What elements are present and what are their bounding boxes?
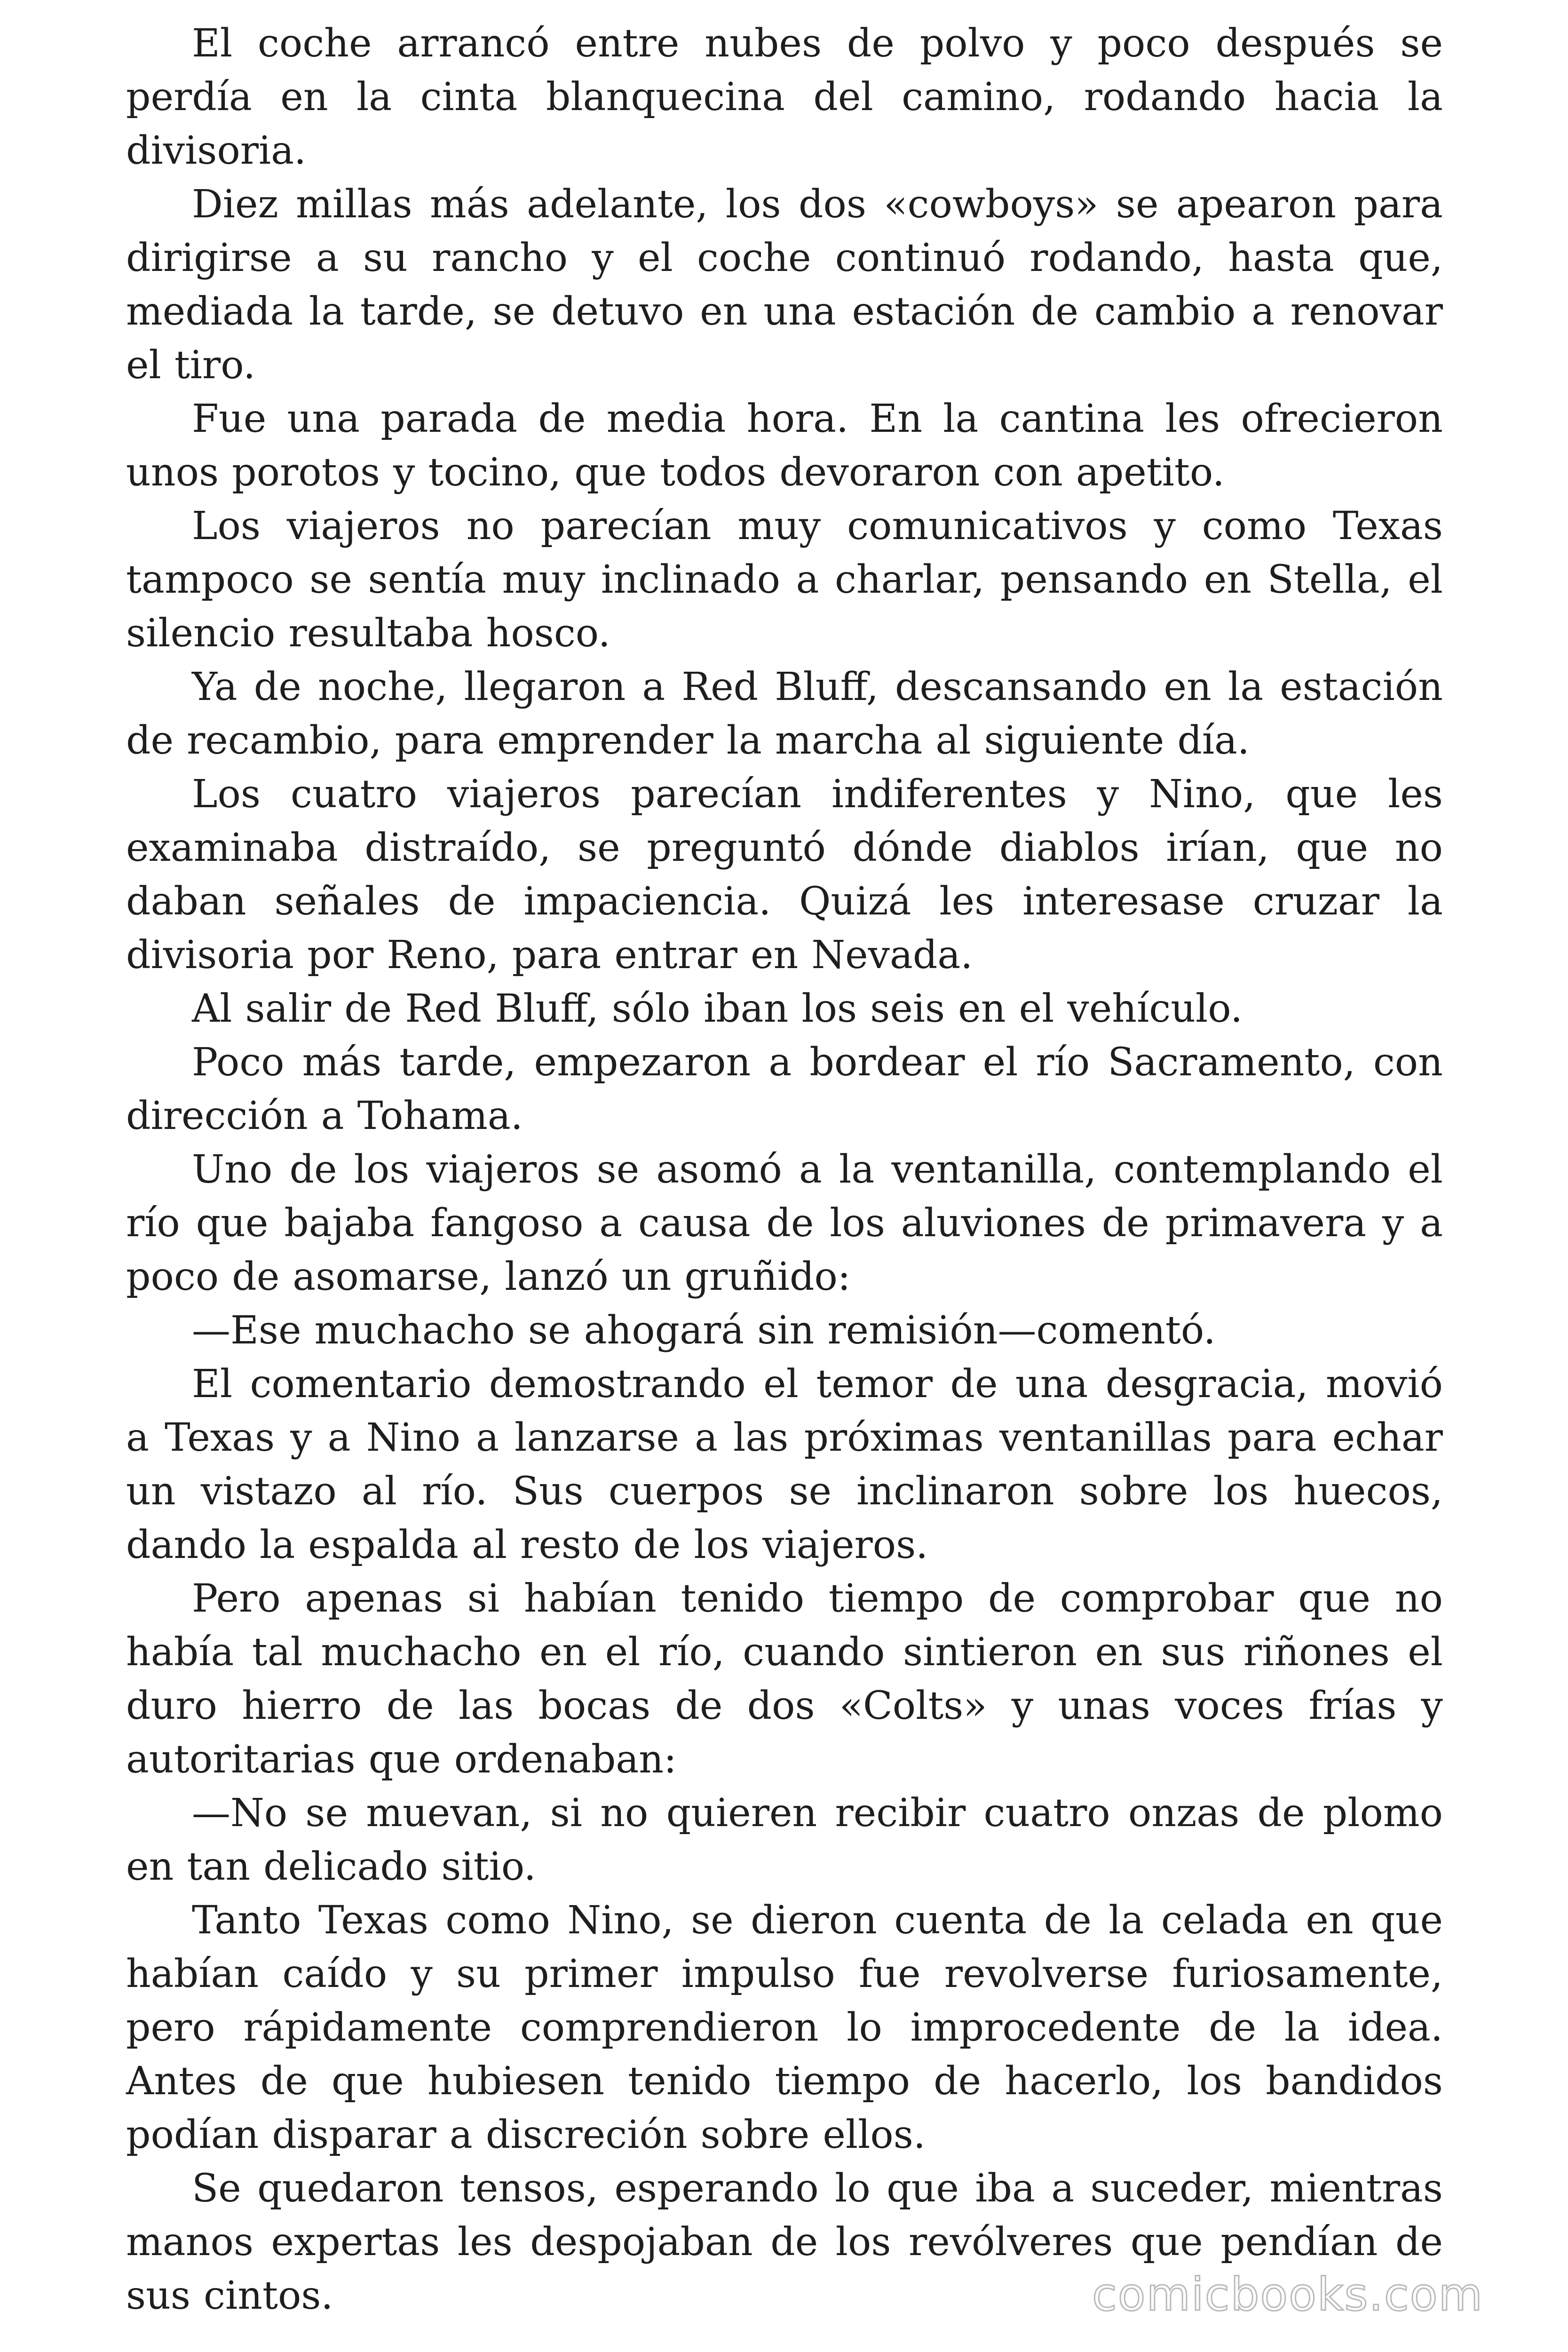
paragraph-11: El comentario demostrando el temor de una desgracia, movió a Texas y a Nino a lanzarse a las próximas ventanillas para echar un vistazo al río. Sus cuerpos se inclinaron sobre los huecos, dando la espalda al resto de los viajeros.: [126, 1362, 1443, 1567]
paragraph-5: Ya de noche, llegaron a Red Bluff, descansando en la estación de recambio, para emprender la marcha al siguiente día.: [126, 665, 1443, 763]
paragraph-4: Los viajeros no parecían muy comunicativos y como Texas tampoco se sentía muy inclinado a charlar, pensando en Stella, el silencio resultaba hosco.: [126, 504, 1443, 656]
paragraph-12: Pero apenas si habían tenido tiempo de comprobar que no había tal muchacho en el río, cuando sintieron en sus riñones el duro hierro de las bocas de dos «Colts» y unas voces frías y autoritarias que ordenaban:: [126, 1576, 1443, 1782]
paragraph-10: —Ese muchacho se ahogará sin remisión—comentó.: [192, 1308, 1216, 1353]
paragraph-9: Uno de los viajeros se asomó a la ventanilla, contemplando el río que bajaba fangoso a causa de los aluviones de primavera y a poco de asomarse, lanzó un gruñido:: [126, 1147, 1443, 1299]
paragraph-2: Diez millas más adelante, los dos «cowboys» se apearon para dirigirse a su rancho y el coche continuó rodando, hasta que, mediada la tarde, se detuvo en una estación de cambio a renovar el tiro.: [126, 182, 1443, 388]
paragraph-7: Al salir de Red Bluff, sólo iban los seis en el vehículo.: [192, 986, 1243, 1031]
paragraph-15: Se quedaron tensos, esperando lo que iba a suceder, mientras manos expertas les despojaban de los revólveres que pendían de sus cintos.: [126, 2166, 1443, 2318]
paragraph-3: Fue una parada de media hora. En la cantina les ofrecieron unos porotos y tocino, que todos devoraron con apetito.: [126, 397, 1443, 495]
paragraph-14: Tanto Texas como Nino, se dieron cuenta de la celada en que habían caído y su primer impulso fue revolverse furiosamente, pero rápidamente comprendieron lo improcedente de la idea. Antes de que hubiesen tenido tiempo de hacerlo, los bandidos podían disparar a discreción sobre ellos.: [126, 1898, 1443, 2157]
paragraph-8: Poco más tarde, empezaron a bordear el río Sacramento, con dirección a Tohama.: [126, 1040, 1443, 1138]
watermark: comicbooks.com: [1092, 2268, 1483, 2321]
paragraph-13: —No se muevan, si no quieren recibir cuatro onzas de plomo en tan delicado sitio.: [126, 1791, 1443, 1889]
paragraph-1: El coche arrancó entre nubes de polvo y poco después se perdía en la cinta blanquecina del camino, rodando hacia la divisoria.: [126, 21, 1443, 173]
paragraph-6: Los cuatro viajeros parecían indiferentes y Nino, que les examinaba distraído, se preguntó dónde diablos irían, que no daban señales de impaciencia. Quizá les interesase cruzar la divisoria por Reno, para entrar en Nevada.: [126, 772, 1443, 977]
